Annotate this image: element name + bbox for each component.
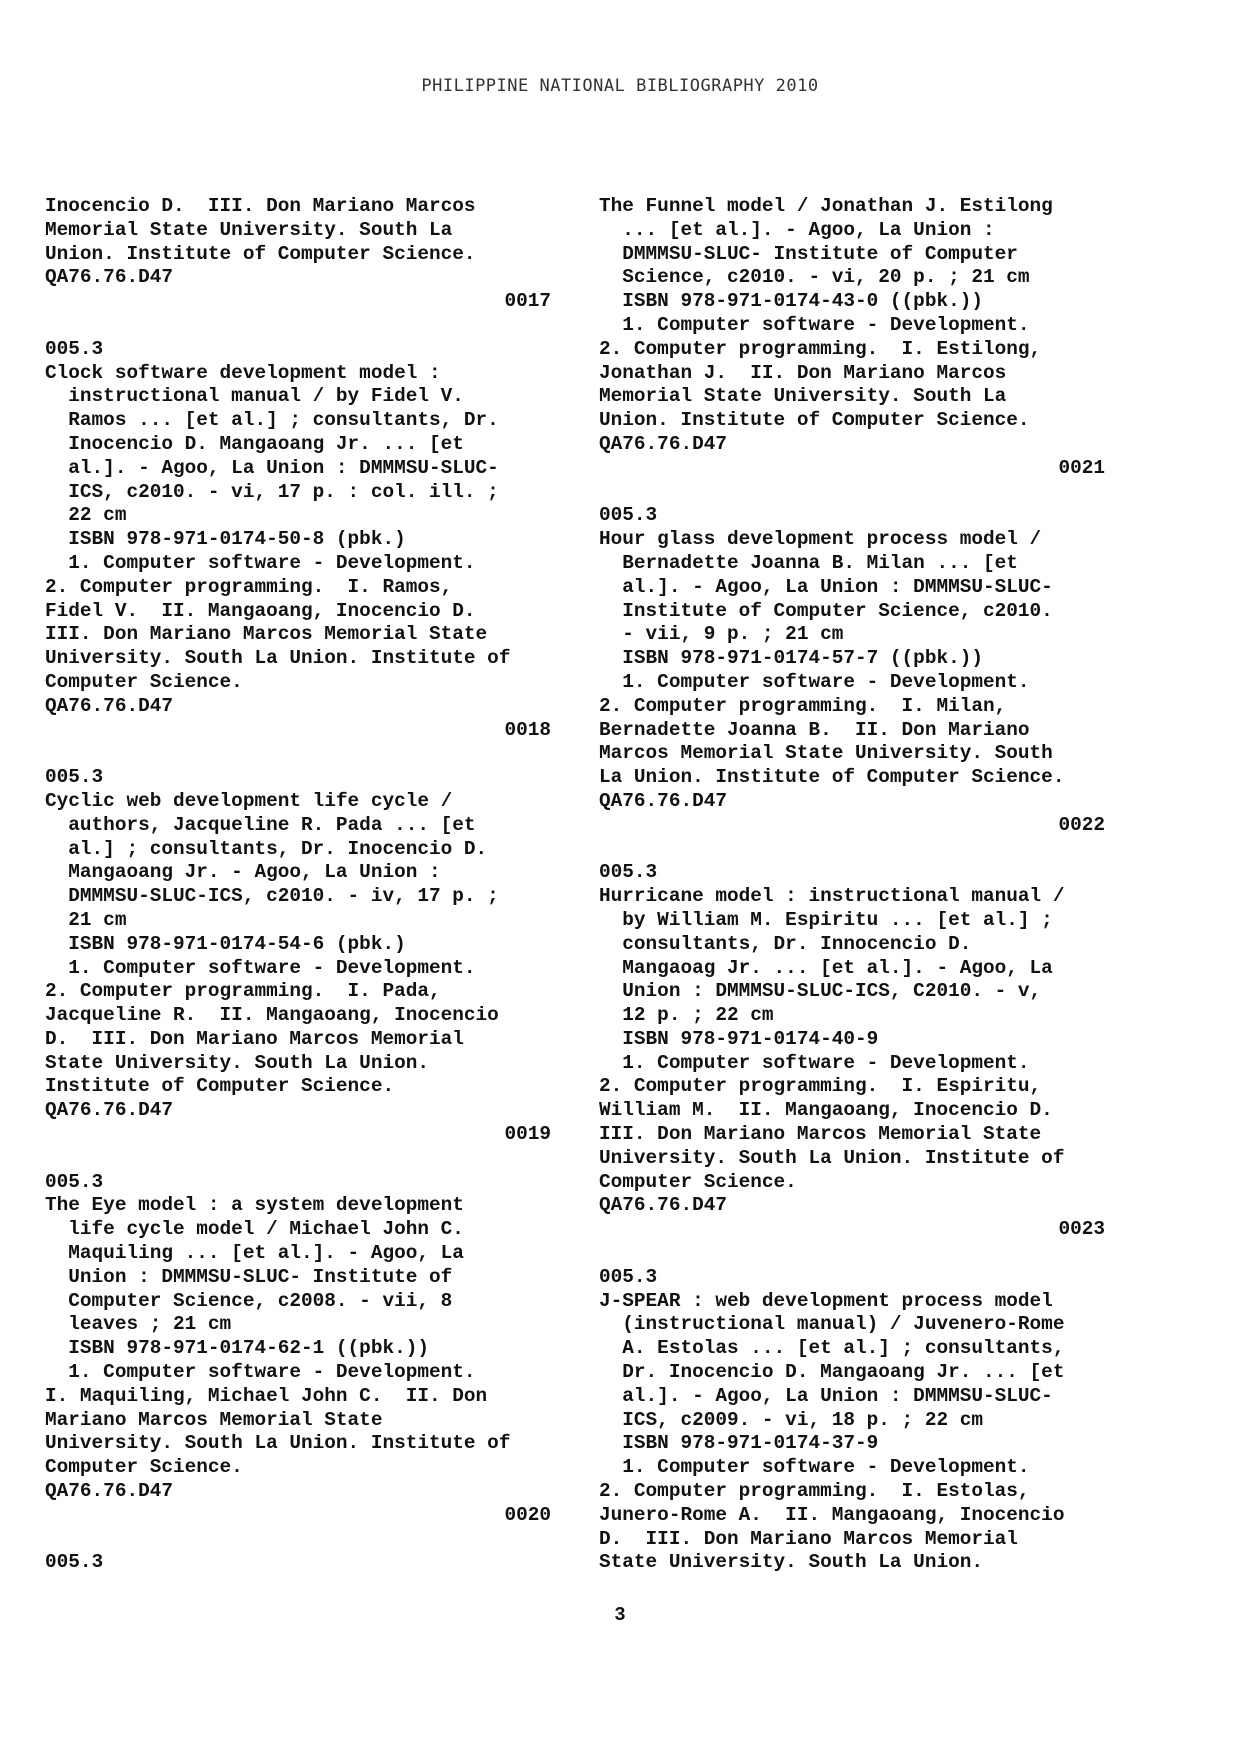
entry-text-line: William M. II. Mangaoang, Inocencio D.	[599, 1099, 1053, 1122]
entry-text-line: Union : DMMMSU-SLUC- Institute of	[45, 1265, 453, 1288]
call-number: QA76.76.D47	[599, 789, 727, 812]
entry-text-line: Fidel V. II. Mangaoang, Inocencio D.	[45, 599, 476, 622]
entry-text-line: life cycle model / Michael John C.	[45, 1218, 464, 1241]
entry-text-line: Cyclic web development life cycle /	[45, 789, 453, 812]
classification-number: 005.3	[599, 1265, 658, 1288]
entry-text-line: D. III. Don Mariano Marcos Memorial	[599, 1527, 1018, 1550]
entry-text-line: 21 cm	[45, 908, 127, 931]
entry-text-line: 2. Computer programming. I. Milan,	[599, 694, 1007, 717]
blank-line	[599, 481, 1105, 505]
entry-text-line: ICS, c2009. - vi, 18 p. ; 22 cm	[599, 1408, 983, 1431]
right-column	[599, 195, 1105, 1575]
entry-text-line: 2. Computer programming. I. Estolas,	[599, 1480, 1030, 1503]
running-head: PHILIPPINE NATIONAL BIBLIOGRAPHY 2010	[421, 76, 819, 96]
entry-text-line: ISBN 978-971-0174-54-6 (pbk.)	[45, 932, 406, 955]
entry-text-line: Bernadette Joanna B. II. Don Mariano	[599, 718, 1030, 741]
entry-text-line: Computer Science, c2008. - vii, 8	[45, 1289, 453, 1312]
entry-text-line: Union. Institute of Computer Science.	[599, 409, 1030, 432]
blank-line	[45, 1147, 551, 1171]
entry-text-line: Computer Science.	[45, 1456, 243, 1479]
entry-text-line: 1. Computer software - Development.	[599, 313, 1030, 336]
entry-text-line: Marcos Memorial State University. South	[599, 742, 1053, 765]
entry-text-line: University. South La Union. Institute of	[45, 647, 511, 670]
entry-text-line: A. Estolas ... [et al.] ; consultants,	[599, 1337, 1065, 1360]
entry-number: 0019	[504, 1123, 551, 1146]
blank-line	[45, 314, 551, 338]
entry-text-line: State University. South La Union.	[45, 1051, 429, 1074]
entry-text-line: Union. Institute of Computer Science.	[45, 242, 476, 265]
entry-text-line: Junero-Rome A. II. Mangaoang, Inocencio	[599, 1503, 1065, 1526]
entry-text-line: III. Don Mariano Marcos Memorial State	[599, 1123, 1042, 1146]
entry-text-line: 1. Computer software - Development.	[45, 956, 476, 979]
entry-text-line: ... [et al.]. - Agoo, La Union :	[599, 218, 995, 241]
call-number: QA76.76.D47	[45, 1480, 173, 1503]
call-number: QA76.76.D47	[599, 1194, 727, 1217]
entry-text-line: Mangaoag Jr. ... [et al.]. - Agoo, La	[599, 956, 1053, 979]
call-number: QA76.76.D47	[45, 1099, 173, 1122]
page-number: 3	[614, 1604, 626, 1626]
entry-text-line: ISBN 978-971-0174-62-1 ((pbk.))	[45, 1337, 429, 1360]
call-number: QA76.76.D47	[45, 266, 173, 289]
call-number: QA76.76.D47	[599, 432, 727, 455]
entry-text-line: The Funnel model / Jonathan J. Estilong	[599, 195, 1053, 217]
entry-text-line: ISBN 978-971-0174-40-9	[599, 1027, 879, 1050]
entry-text-line: Inocencio D. Mangaoang Jr. ... [et	[45, 432, 464, 455]
entry-text-line: Mangaoang Jr. - Agoo, La Union :	[45, 861, 441, 884]
entry-text-line: by William M. Espiritu ... [et al.] ;	[599, 908, 1053, 931]
entry-text-line: University. South La Union. Institute of	[599, 1146, 1065, 1169]
entry-text-line: Computer Science.	[45, 670, 243, 693]
entry-text-line: 2. Computer programming. I. Ramos,	[45, 575, 453, 598]
classification-number: 005.3	[45, 1170, 104, 1193]
blank-line	[599, 1242, 1105, 1266]
entry-text-line: 2. Computer programming. I. Espiritu,	[599, 1075, 1042, 1098]
entry-text-line: DMMMSU-SLUC-ICS, c2010. - iv, 17 p. ;	[45, 885, 499, 908]
entry-text-line: Institute of Computer Science.	[45, 1075, 395, 1098]
blank-line	[45, 742, 551, 766]
entry-number: 0023	[1058, 1218, 1105, 1241]
entry-text-line: Computer Science.	[599, 1170, 797, 1193]
entry-number: 0018	[504, 718, 551, 741]
entry-text-line: 2. Computer programming. I. Estilong,	[599, 337, 1042, 360]
left-column	[45, 195, 551, 1575]
entry-number: 0017	[504, 290, 551, 313]
classification-number: 005.3	[45, 766, 104, 789]
entry-text-line: 1. Computer software - Development.	[599, 1456, 1030, 1479]
entry-text-line: State University. South La Union.	[599, 1551, 983, 1574]
entry-text-line: ISBN 978-971-0174-57-7 ((pbk.))	[599, 647, 983, 670]
entry-text-line: Memorial State University. South La	[45, 218, 453, 241]
entry-text-line: ISBN 978-971-0174-43-0 ((pbk.))	[599, 290, 983, 313]
classification-number: 005.3	[599, 861, 658, 884]
entry-text-line: Hour glass development process model /	[599, 528, 1042, 551]
entry-text-line: 1. Computer software - Development.	[599, 1051, 1030, 1074]
entry-text-line: consultants, Dr. Innocencio D.	[599, 932, 972, 955]
entry-text-line: 1. Computer software - Development.	[45, 551, 476, 574]
entry-text-line: ISBN 978-971-0174-37-9	[599, 1432, 879, 1455]
entry-text-line: Union : DMMMSU-SLUC-ICS, C2010. - v,	[599, 980, 1042, 1003]
entry-text-line: The Eye model : a system development	[45, 1194, 464, 1217]
entry-text-line: Inocencio D. III. Don Mariano Marcos	[45, 195, 476, 217]
entry-text-line: Bernadette Joanna B. Milan ... [et	[599, 551, 1018, 574]
entry-text-line: 1. Computer software - Development.	[599, 670, 1030, 693]
entry-text-line: al.]. - Agoo, La Union : DMMMSU-SLUC-	[45, 456, 499, 479]
entry-text-line: al.] ; consultants, Dr. Inocencio D.	[45, 837, 488, 860]
entry-text-line: Clock software development model :	[45, 361, 441, 384]
entry-text-line: Mariano Marcos Memorial State	[45, 1408, 383, 1431]
entry-text-line: D. III. Don Mariano Marcos Memorial	[45, 1027, 464, 1050]
entry-text-line: al.]. - Agoo, La Union : DMMMSU-SLUC-	[599, 575, 1053, 598]
entry-text-line: Ramos ... [et al.] ; consultants, Dr.	[45, 409, 499, 432]
entry-number: 0022	[1058, 813, 1105, 836]
entry-text-line: Jacqueline R. II. Mangaoang, Inocencio	[45, 1004, 499, 1027]
classification-number: 005.3	[599, 504, 658, 527]
blank-line	[45, 1528, 551, 1552]
call-number: QA76.76.D47	[45, 694, 173, 717]
entry-text-line: - vii, 9 p. ; 21 cm	[599, 623, 844, 646]
entry-text-line: Jonathan J. II. Don Mariano Marcos	[599, 361, 1007, 384]
entry-text-line: ICS, c2010. - vi, 17 p. : col. ill. ;	[45, 480, 499, 503]
entry-text-line: J-SPEAR : web development process model	[599, 1289, 1053, 1312]
entry-text-line: ISBN 978-971-0174-50-8 (pbk.)	[45, 528, 406, 551]
entry-text-line: Maquiling ... [et al.]. - Agoo, La	[45, 1242, 464, 1265]
entry-text-line: 1. Computer software - Development.	[45, 1361, 476, 1384]
entry-text-line: University. South La Union. Institute of	[45, 1432, 511, 1455]
entry-text-line: authors, Jacqueline R. Pada ... [et	[45, 813, 476, 836]
classification-number: 005.3	[45, 1551, 104, 1574]
entry-text-line: 2. Computer programming. I. Pada,	[45, 980, 441, 1003]
entry-text-line: (instructional manual) / Juvenero-Rome	[599, 1313, 1065, 1336]
entry-text-line: leaves ; 21 cm	[45, 1313, 232, 1336]
entry-text-line: III. Don Mariano Marcos Memorial State	[45, 623, 488, 646]
entry-number: 0020	[504, 1503, 551, 1526]
entry-text-line: 22 cm	[45, 504, 127, 527]
blank-line	[599, 838, 1105, 862]
entry-text-line: La Union. Institute of Computer Science.	[599, 766, 1065, 789]
entry-text-line: Institute of Computer Science, c2010.	[599, 599, 1053, 622]
entry-text-line: al.]. - Agoo, La Union : DMMMSU-SLUC-	[599, 1384, 1053, 1407]
classification-number: 005.3	[45, 337, 104, 360]
entry-text-line: Science, c2010. - vi, 20 p. ; 21 cm	[599, 266, 1030, 289]
entry-text-line: DMMMSU-SLUC- Institute of Computer	[599, 242, 1018, 265]
entry-text-line: 12 p. ; 22 cm	[599, 1004, 774, 1027]
entry-text-line: Hurricane model : instructional manual /	[599, 885, 1065, 908]
entry-text-line: instructional manual / by Fidel V.	[45, 385, 464, 408]
entry-text-line: Dr. Inocencio D. Mangaoang Jr. ... [et	[599, 1361, 1065, 1384]
entry-text-line: I. Maquiling, Michael John C. II. Don	[45, 1384, 488, 1407]
entry-text-line: Memorial State University. South La	[599, 385, 1007, 408]
entry-number: 0021	[1058, 456, 1105, 479]
